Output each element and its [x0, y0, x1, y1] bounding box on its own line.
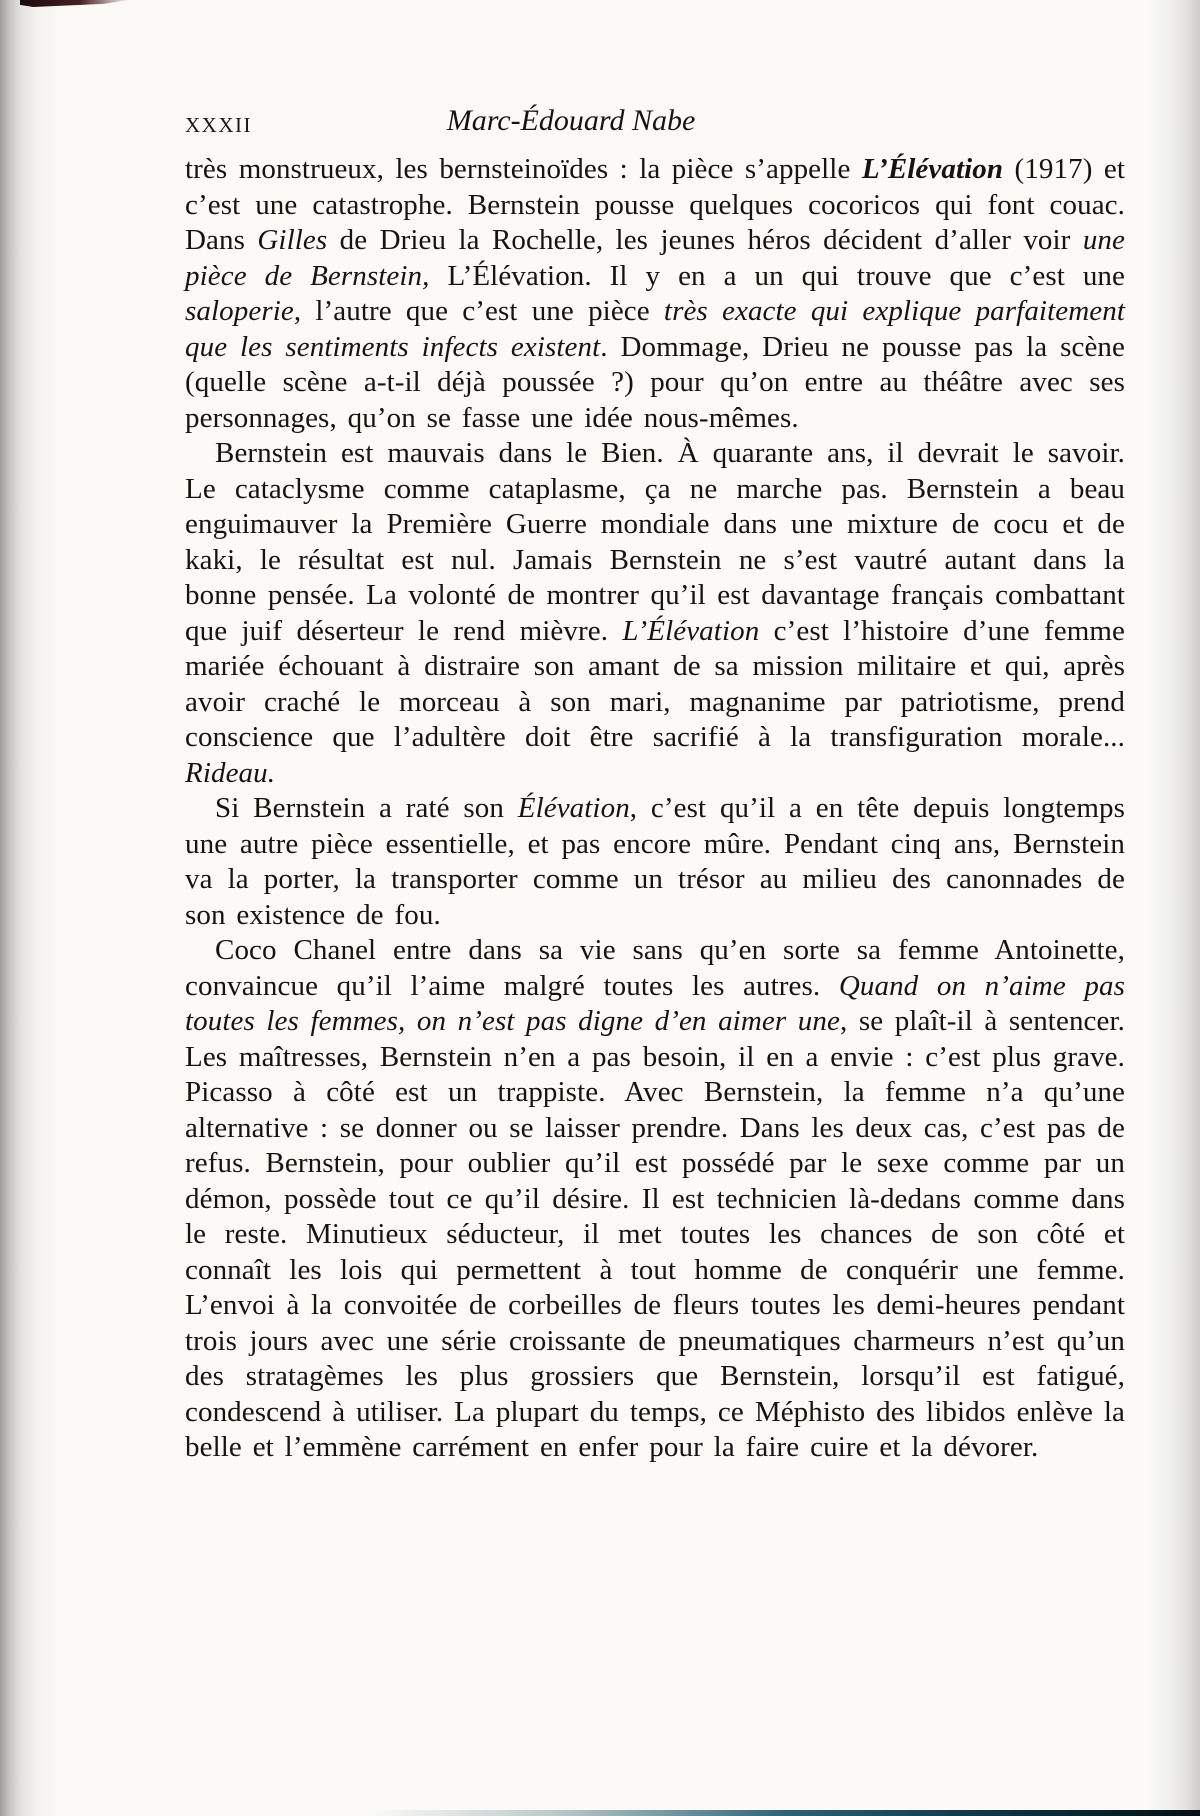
emphasized-text-run: Quand on n’aime pas toutes les femmes, on n’est pas digne d’en aimer une: [185, 969, 1125, 1037]
emphasized-text-run: une pièce de Bernstein,: [185, 224, 1125, 292]
text-run: de Drieu la Rochelle, les jeunes héros décident d’aller voir: [327, 224, 1083, 256]
emphasized-text-run: L’Élévation: [622, 614, 760, 647]
emphasized-text-run: L’Élévation: [861, 153, 1004, 185]
text-run: L’Élévation. Il y en a un qui trouve que c’est une: [429, 259, 1125, 292]
page-number: XXXII: [185, 113, 252, 137]
scan-gutter-left: [0, 0, 58, 1816]
paragraph: [185, 436, 1125, 791]
scan-artifact-top-left: [20, 0, 130, 7]
scan-edge-right: [1148, 0, 1200, 1816]
text-run: (1917) et c’est une catastrophe. Bernstein pousse quelques cocoricos qui font couac. Dans: [185, 153, 1126, 256]
paragraph: [185, 791, 1125, 933]
emphasized-text-run: très exacte qui explique parfaitement que les sentiments infects existent: [185, 295, 1125, 363]
text-run: . Dommage, Drieu ne pousse pas la scène (quelle scène a-t-il déjà poussée ?) pour qu’on entre au théâtre avec ses personnages, qu’on se fasse une idée nous-mêmes.: [185, 330, 1125, 434]
paragraph: [185, 152, 1125, 436]
text-run: Bernstein est mauvais dans le Bien. À quarante ans, il devrait le savoir. Le cataclysme comme cataplasme, ça ne marche pas. Bernstein a beau enguimauver la Première Guerre mondiale dans une mixture de cocu et de kaki, le résultat est nul. Jamais Bernstein ne s’est vautré autant dans la bonne pensée. La volonté de montrer qu’il est davantage français combattant que juif déserteur le rend mièvre.: [185, 437, 1125, 647]
page-header: [185, 104, 1125, 144]
running-title: Marc-Édouard Nabe: [446, 104, 696, 137]
paragraph: [185, 933, 1125, 1466]
text-run: c’est l’histoire d’une femme mariée échouant à distraire son amant de sa mission militaire et qui, après avoir craché le morceau à son mari, magnanime par patriotisme, prend conscience que l’adultère doit être sacrifié à la transfiguration morale...: [185, 614, 1126, 753]
text-run: très monstrueux, les bernsteinoïdes : la pièce s’appelle: [185, 153, 862, 185]
emphasized-text-run: Élévation: [517, 792, 630, 824]
text-run: Coco Chanel entre dans sa vie sans qu’en sorte sa femme Antoinette, convaincue qu’il l’aime malgré toutes les autres.: [185, 934, 1125, 1002]
text-run: , se plaît-il à sentencer. Les maîtresses, Bernstein n’en a pas besoin, il en a envie : c’est plus grave. Picasso à côté est un trappiste. Avec Bernstein, la femme n’a qu’une alternative : se donner ou se laisser prendre. Dans les deux cas, c’est pas de refus. Bernstein, pour oublier qu’il est possédé par le sexe comme par un démon, possède tout ce qu’il désire. Il est technicien là-dedans comme dans le reste. Minutieux séducteur, il met toutes les chances de son côté et connaît les lois qui permettent à tout homme de conquérir une femme. L’envoi à la convoitée de corbeilles de fleurs toutes les demi-heures pendant trois jours avec une série croissante de pneumatiques charmeurs n’est qu’un des stratagèmes les plus grossiers que Bernstein, lorsqu’il est fatigué, condescend à utiliser. La plupart du temps, ce Méphisto des libidos enlève la belle et l’emmène carrément en enfer pour la faire cuire et la dévorer.: [185, 1005, 1125, 1463]
text-run: Si Bernstein a raté son: [215, 792, 518, 824]
emphasized-text-run: Gilles: [257, 224, 328, 256]
scan-artifact-bottom-strip: [372, 1810, 1200, 1816]
text-run: , l’autre que c’est une pièce: [293, 295, 664, 327]
emphasized-text-run: saloperie: [185, 295, 294, 327]
body-text: [185, 152, 1125, 1466]
emphasized-text-run: Rideau.: [185, 756, 276, 789]
text-run: , c’est qu’il a en tête depuis longtemps une autre pièce essentielle, et pas encore mûre. Pendant cinq ans, Bernstein va la porter, la transporter comme un trésor au milieu des canonnades de son existence de fou.: [185, 792, 1125, 931]
